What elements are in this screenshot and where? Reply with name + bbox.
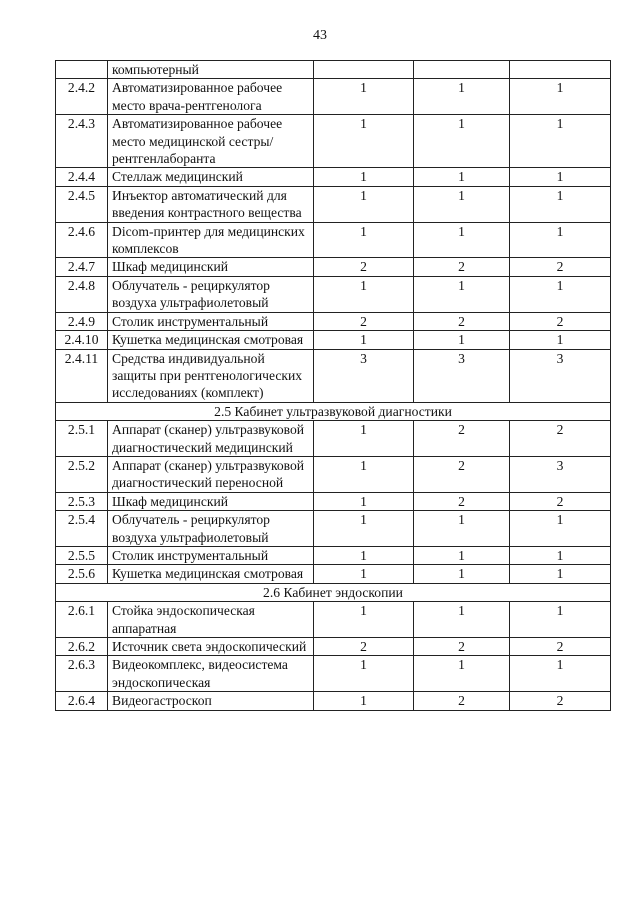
table-row <box>56 456 611 492</box>
equipment-table-container <box>55 60 610 711</box>
quantity-col-2: 2 <box>414 421 510 457</box>
item-name: Аппарат (сканер) ультразвуковой диагностический переносной <box>108 456 314 492</box>
quantity-col-1: 2 <box>314 638 414 656</box>
quantity-col-1: 1 <box>314 115 414 168</box>
quantity-col-2: 1 <box>414 602 510 638</box>
table-row <box>56 565 611 583</box>
item-number: 2.5.3 <box>56 492 108 510</box>
item-number <box>56 61 108 79</box>
item-number: 2.4.7 <box>56 258 108 276</box>
table-row <box>56 115 611 168</box>
quantity-col-1: 3 <box>314 349 414 402</box>
item-number: 2.4.9 <box>56 312 108 330</box>
item-number: 2.4.4 <box>56 168 108 186</box>
quantity-col-3: 1 <box>510 186 611 222</box>
item-name: Автоматизированное рабочее место медицинской сестры/рентгенлаборанта <box>108 115 314 168</box>
item-name: Аппарат (сканер) ультразвуковой диагностический медицинский <box>108 421 314 457</box>
table-row <box>56 79 611 115</box>
page-number: 43 <box>313 28 327 43</box>
item-name: Стойка эндоскопическая аппаратная <box>108 602 314 638</box>
item-number: 2.6.1 <box>56 602 108 638</box>
quantity-col-1: 1 <box>314 692 414 710</box>
quantity-col-2: 1 <box>414 168 510 186</box>
quantity-col-2: 2 <box>414 258 510 276</box>
item-number: 2.4.5 <box>56 186 108 222</box>
quantity-col-2 <box>414 61 510 79</box>
item-name: Облучатель - рециркулятор воздуха ультрафиолетовый <box>108 276 314 312</box>
item-name: Dicom-принтер для медицинских комплексов <box>108 222 314 258</box>
item-name: Кушетка медицинская смотровая <box>108 331 314 349</box>
item-number: 2.5.4 <box>56 511 108 547</box>
item-number: 2.6.4 <box>56 692 108 710</box>
quantity-col-3: 1 <box>510 276 611 312</box>
equipment-table <box>55 60 611 711</box>
quantity-col-3: 1 <box>510 602 611 638</box>
item-name: Видеокомплекс, видеосистема эндоскопическая <box>108 656 314 692</box>
table-row <box>56 692 611 710</box>
quantity-col-1: 1 <box>314 511 414 547</box>
table-row <box>56 602 611 638</box>
item-name: Стеллаж медицинский <box>108 168 314 186</box>
quantity-col-2: 2 <box>414 456 510 492</box>
quantity-col-3: 2 <box>510 421 611 457</box>
quantity-col-3 <box>510 61 611 79</box>
item-name: Столик инструментальный <box>108 546 314 564</box>
table-row <box>56 421 611 457</box>
table-row <box>56 638 611 656</box>
quantity-col-2: 1 <box>414 222 510 258</box>
item-name: Шкаф медицинский <box>108 492 314 510</box>
table-row <box>56 656 611 692</box>
item-number: 2.4.3 <box>56 115 108 168</box>
quantity-col-3: 1 <box>510 222 611 258</box>
quantity-col-3: 3 <box>510 349 611 402</box>
equipment-table-body <box>56 61 611 711</box>
quantity-col-1: 1 <box>314 602 414 638</box>
section-title: 2.6 Кабинет эндоскопии <box>56 583 611 601</box>
item-number: 2.5.1 <box>56 421 108 457</box>
quantity-col-1: 1 <box>314 186 414 222</box>
quantity-col-3: 1 <box>510 565 611 583</box>
table-row <box>56 222 611 258</box>
item-number: 2.5.6 <box>56 565 108 583</box>
quantity-col-2: 3 <box>414 349 510 402</box>
quantity-col-1: 1 <box>314 276 414 312</box>
quantity-col-2: 1 <box>414 186 510 222</box>
quantity-col-2: 1 <box>414 656 510 692</box>
quantity-col-2: 1 <box>414 511 510 547</box>
item-name: Источник света эндоскопический <box>108 638 314 656</box>
item-name: Инъектор автоматический для введения контрастного вещества <box>108 186 314 222</box>
item-number: 2.4.11 <box>56 349 108 402</box>
quantity-col-2: 2 <box>414 638 510 656</box>
item-name: компьютерный <box>108 61 314 79</box>
table-row <box>56 276 611 312</box>
quantity-col-1 <box>314 61 414 79</box>
item-name: Видеогастроскоп <box>108 692 314 710</box>
item-number: 2.4.8 <box>56 276 108 312</box>
table-row <box>56 331 611 349</box>
quantity-col-2: 1 <box>414 331 510 349</box>
quantity-col-3: 2 <box>510 492 611 510</box>
quantity-col-3: 3 <box>510 456 611 492</box>
table-row <box>56 492 611 510</box>
quantity-col-1: 1 <box>314 565 414 583</box>
item-name: Средства индивидуальной защиты при рентгенологических исследованиях (комплект) <box>108 349 314 402</box>
item-number: 2.4.2 <box>56 79 108 115</box>
quantity-col-1: 2 <box>314 258 414 276</box>
table-row <box>56 312 611 330</box>
item-name: Облучатель - рециркулятор воздуха ультрафиолетовый <box>108 511 314 547</box>
section-header-row <box>56 583 611 601</box>
quantity-col-1: 1 <box>314 331 414 349</box>
quantity-col-2: 2 <box>414 312 510 330</box>
quantity-col-3: 1 <box>510 79 611 115</box>
quantity-col-2: 1 <box>414 546 510 564</box>
table-row <box>56 168 611 186</box>
quantity-col-1: 1 <box>314 492 414 510</box>
quantity-col-3: 2 <box>510 258 611 276</box>
item-number: 2.4.6 <box>56 222 108 258</box>
quantity-col-1: 1 <box>314 421 414 457</box>
item-name: Автоматизированное рабочее место врача-рентгенолога <box>108 79 314 115</box>
quantity-col-1: 1 <box>314 456 414 492</box>
item-name: Кушетка медицинская смотровая <box>108 565 314 583</box>
quantity-col-1: 1 <box>314 168 414 186</box>
quantity-col-3: 2 <box>510 692 611 710</box>
table-row <box>56 186 611 222</box>
quantity-col-3: 1 <box>510 656 611 692</box>
section-header-row <box>56 402 611 420</box>
quantity-col-2: 1 <box>414 565 510 583</box>
item-number: 2.6.3 <box>56 656 108 692</box>
quantity-col-3: 2 <box>510 638 611 656</box>
quantity-col-3: 1 <box>510 168 611 186</box>
table-row <box>56 258 611 276</box>
item-name: Шкаф медицинский <box>108 258 314 276</box>
item-number: 2.4.10 <box>56 331 108 349</box>
quantity-col-3: 1 <box>510 115 611 168</box>
item-number: 2.5.2 <box>56 456 108 492</box>
quantity-col-1: 1 <box>314 546 414 564</box>
quantity-col-3: 2 <box>510 312 611 330</box>
quantity-col-1: 1 <box>314 79 414 115</box>
item-number: 2.6.2 <box>56 638 108 656</box>
item-number: 2.5.5 <box>56 546 108 564</box>
quantity-col-2: 1 <box>414 115 510 168</box>
quantity-col-1: 1 <box>314 222 414 258</box>
table-row <box>56 61 611 79</box>
quantity-col-2: 1 <box>414 79 510 115</box>
table-row <box>56 349 611 402</box>
section-title: 2.5 Кабинет ультразвуковой диагностики <box>56 402 611 420</box>
quantity-col-1: 2 <box>314 312 414 330</box>
item-name: Столик инструментальный <box>108 312 314 330</box>
quantity-col-2: 2 <box>414 492 510 510</box>
quantity-col-2: 1 <box>414 276 510 312</box>
quantity-col-3: 1 <box>510 546 611 564</box>
quantity-col-3: 1 <box>510 511 611 547</box>
table-row <box>56 511 611 547</box>
table-row <box>56 546 611 564</box>
quantity-col-2: 2 <box>414 692 510 710</box>
quantity-col-3: 1 <box>510 331 611 349</box>
quantity-col-1: 1 <box>314 656 414 692</box>
